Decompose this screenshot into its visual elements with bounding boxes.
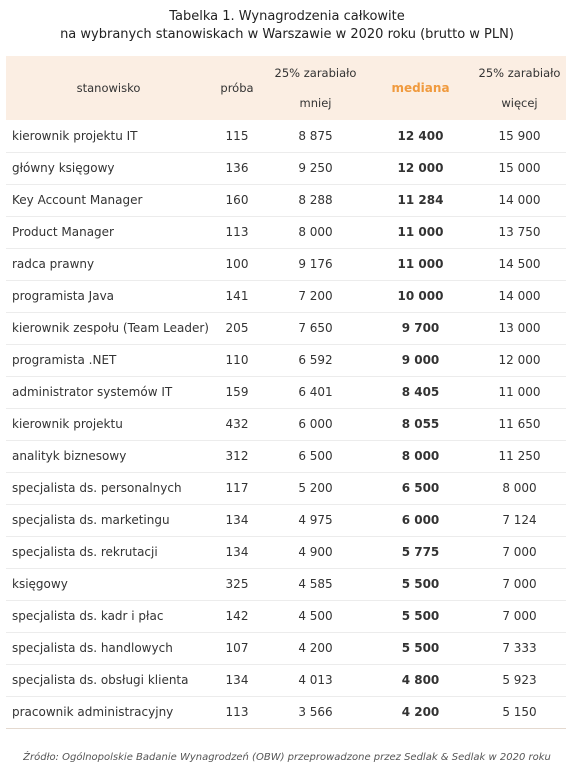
table-row — [6, 536, 566, 568]
cell-p75: 11 000 — [498, 385, 541, 399]
cell-p25: 4 500 — [298, 609, 333, 623]
cell-p25: 7 200 — [298, 289, 333, 303]
cell-p25: 4 013 — [298, 673, 333, 687]
header-row — [6, 56, 566, 120]
table-row — [6, 632, 566, 664]
cell-position: specjalista ds. obsługi klienta — [12, 673, 189, 687]
cell-p75: 7 000 — [502, 577, 537, 591]
cell-median: 8 405 — [401, 385, 440, 399]
cell-p25: 7 650 — [298, 321, 333, 335]
salary-table — [6, 56, 566, 729]
table-row — [6, 344, 566, 376]
cell-position: specjalista ds. rekrutacji — [12, 545, 158, 559]
cell-position: pracownik administracyjny — [12, 705, 174, 719]
title-line-1: Tabelka 1. Wynagrodzenia całkowite — [169, 9, 405, 24]
cell-position: radca prawny — [12, 257, 95, 271]
cell-median: 8 055 — [401, 417, 440, 431]
table-row — [6, 664, 566, 696]
cell-position: kierownik zespołu (Team Leader) — [12, 321, 209, 335]
cell-p75: 5 923 — [502, 673, 537, 687]
cell-p25: 4 200 — [298, 641, 333, 655]
cell-p75: 15 900 — [498, 128, 541, 143]
cell-position: specjalista ds. marketingu — [12, 513, 170, 527]
cell-median: 6 500 — [401, 481, 440, 495]
cell-p25: 6 401 — [298, 385, 333, 399]
cell-median: 4 800 — [401, 673, 440, 687]
cell-median: 9 000 — [401, 353, 440, 367]
cell-sample: 134 — [225, 545, 249, 559]
cell-position: główny księgowy — [12, 161, 115, 175]
cell-p75: 13 750 — [498, 225, 541, 239]
cell-p75: 7 000 — [502, 545, 537, 559]
cell-p75: 12 000 — [498, 353, 541, 367]
cell-sample: 141 — [225, 289, 249, 303]
table-row — [6, 312, 566, 344]
table-row — [6, 472, 566, 504]
cell-p25: 8 875 — [298, 128, 333, 143]
cell-median: 11 000 — [397, 257, 444, 271]
cell-sample: 110 — [225, 353, 249, 367]
table-row — [6, 248, 566, 280]
cell-position: programista .NET — [12, 353, 117, 367]
cell-position: kierownik projektu — [12, 417, 123, 431]
cell-p75: 8 000 — [502, 481, 537, 495]
cell-p75: 14 000 — [498, 193, 541, 207]
cell-position: kierownik projektu IT — [12, 128, 138, 143]
cell-sample: 325 — [225, 577, 249, 591]
header-p25 — [263, 56, 368, 120]
cell-median: 9 700 — [401, 321, 440, 335]
cell-p25: 5 200 — [298, 481, 333, 495]
table-row — [6, 152, 566, 184]
cell-position: Product Manager — [12, 225, 114, 239]
cell-sample: 134 — [225, 513, 249, 527]
header-p25-line1: 25% zarabiało — [274, 66, 357, 80]
cell-p25: 4 975 — [298, 513, 333, 527]
table-row — [6, 600, 566, 632]
cell-median: 12 400 — [397, 128, 444, 143]
table-row — [6, 696, 566, 728]
cell-p75: 14 500 — [498, 257, 541, 271]
cell-sample: 432 — [225, 417, 249, 431]
table-row — [6, 120, 566, 152]
cell-sample: 136 — [225, 161, 249, 175]
header-p75 — [473, 56, 566, 120]
cell-p25: 9 250 — [298, 161, 333, 175]
cell-p25: 4 585 — [298, 577, 333, 591]
cell-position: specjalista ds. kadr i płac — [12, 609, 164, 623]
cell-p25: 6 500 — [298, 449, 333, 463]
cell-sample: 312 — [225, 449, 249, 463]
cell-p75: 7 124 — [502, 513, 537, 527]
header-p75-line2: więcej — [501, 96, 538, 110]
cell-p75: 14 000 — [498, 289, 541, 303]
header-median: mediana — [391, 81, 450, 95]
table-row — [6, 408, 566, 440]
table-row — [6, 504, 566, 536]
header-sample: próba — [220, 81, 254, 95]
cell-position: specjalista ds. personalnych — [12, 481, 182, 495]
cell-p75: 11 650 — [498, 417, 541, 431]
cell-median: 4 200 — [401, 705, 440, 719]
cell-median: 6 000 — [401, 513, 440, 527]
table-row — [6, 376, 566, 408]
title-line-2: na wybranych stanowiskach w Warszawie w 2020 roku (brutto w PLN) — [60, 27, 514, 42]
cell-median: 8 000 — [401, 449, 440, 463]
cell-p25: 6 000 — [298, 417, 333, 431]
cell-sample: 134 — [225, 673, 249, 687]
cell-median: 5 500 — [401, 609, 440, 623]
cell-sample: 159 — [225, 385, 249, 399]
cell-sample: 113 — [225, 225, 249, 239]
cell-position: administrator systemów IT — [12, 385, 173, 399]
cell-sample: 115 — [225, 128, 249, 143]
cell-p25: 4 900 — [298, 545, 333, 559]
header-p75-line1: 25% zarabiało — [478, 66, 561, 80]
cell-position: Key Account Manager — [12, 193, 143, 207]
cell-median: 5 500 — [401, 577, 440, 591]
cell-sample: 107 — [225, 641, 249, 655]
cell-p75: 13 000 — [498, 321, 541, 335]
cell-median: 11 284 — [397, 193, 444, 207]
cell-median: 11 000 — [397, 225, 444, 239]
cell-median: 5 775 — [401, 545, 440, 559]
cell-p25: 8 288 — [298, 193, 333, 207]
cell-sample: 160 — [225, 193, 249, 207]
cell-position: programista Java — [12, 289, 115, 303]
header-position: stanowisko — [76, 81, 141, 95]
cell-position: analityk biznesowy — [12, 449, 127, 463]
table-body — [6, 120, 566, 728]
cell-sample: 142 — [225, 609, 249, 623]
cell-p25: 8 000 — [298, 225, 333, 239]
table-header — [6, 56, 566, 120]
cell-position: specjalista ds. handlowych — [12, 641, 173, 655]
cell-p75: 7 000 — [502, 609, 537, 623]
cell-sample: 113 — [225, 705, 249, 719]
cell-p25: 3 566 — [298, 705, 333, 719]
table-row — [6, 280, 566, 312]
header-p25-line2: mniej — [299, 96, 332, 110]
table-row — [6, 568, 566, 600]
cell-p25: 6 592 — [298, 353, 333, 367]
cell-median: 12 000 — [397, 161, 444, 175]
cell-p75: 11 250 — [498, 449, 541, 463]
cell-sample: 117 — [225, 481, 249, 495]
cell-median: 10 000 — [397, 289, 444, 303]
cell-p75: 5 150 — [502, 705, 537, 719]
cell-sample: 205 — [225, 321, 249, 335]
source-note: Źródło: Ogólnopolskie Badanie Wynagrodzeń (OBW) przeprowadzone przez Sedlak & Sedlak w 2020 roku — [23, 752, 551, 763]
cell-sample: 100 — [225, 257, 249, 271]
cell-median: 5 500 — [401, 641, 440, 655]
table-row — [6, 440, 566, 472]
cell-position: księgowy — [12, 577, 68, 591]
cell-p75: 7 333 — [502, 641, 537, 655]
cell-p75: 15 000 — [498, 161, 541, 175]
table-title — [0, 8, 574, 44]
table-row — [6, 184, 566, 216]
table-row — [6, 216, 566, 248]
cell-p25: 9 176 — [298, 257, 333, 271]
